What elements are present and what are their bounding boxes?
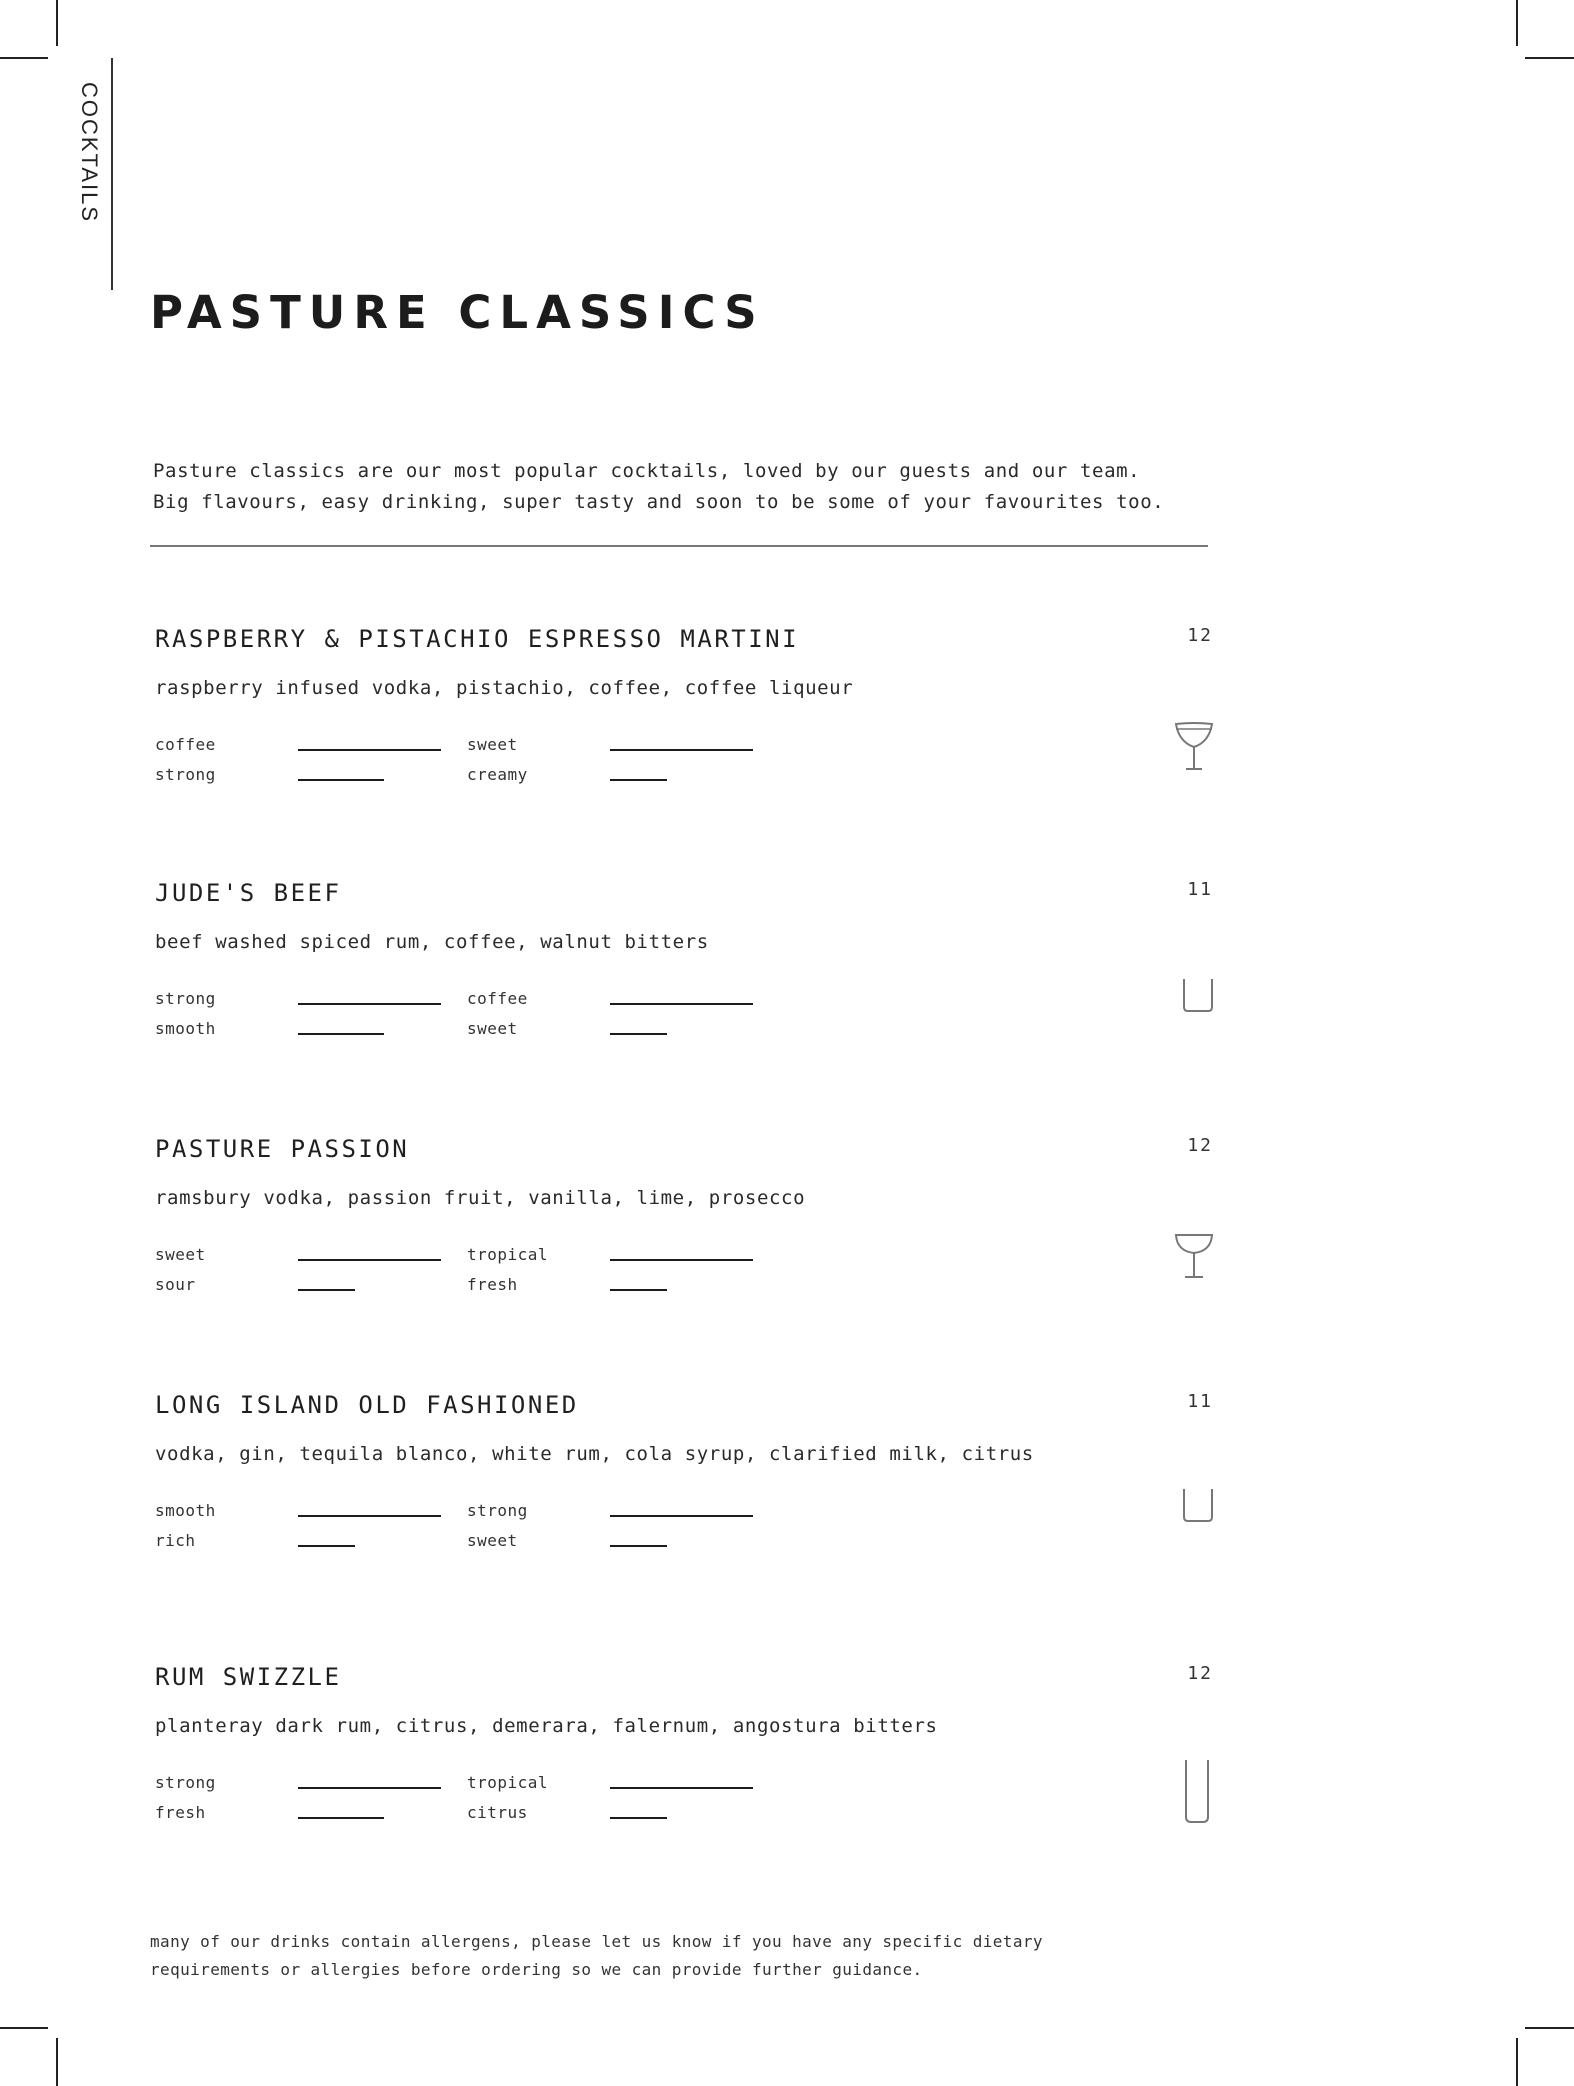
flavour-row [467,1275,807,1299]
cocktail-name: JUDE'S BEEF [155,879,342,907]
flavour-row [155,1773,495,1797]
flavour-bar [610,779,667,781]
cocktail-description: ramsbury vodka, passion fruit, vanilla, lime, prosecco [155,1187,806,1209]
flavour-row [155,1245,495,1269]
flavour-label: strong [155,1773,216,1792]
flavour-bar [298,1515,441,1517]
cocktail-name: RASPBERRY & PISTACHIO ESPRESSO MARTINI [155,625,800,653]
flavour-bar [610,1817,667,1819]
flavour-bar [298,1817,384,1819]
crop-mark-bottom-left-v [56,2038,58,2086]
flavour-bar [610,1289,667,1291]
cocktail-price: 12 [1187,1135,1213,1156]
cocktail-item [153,625,1213,825]
flavour-row [155,989,495,1013]
flavour-label: coffee [155,735,216,754]
crop-mark-top-left-v [56,0,58,46]
cocktail-price: 12 [1187,1663,1213,1684]
cocktail-description: beef washed spiced rum, coffee, walnut bitters [155,931,709,953]
cocktail-item [153,1391,1213,1591]
flavour-profile [155,1773,855,1843]
cocktail-name: PASTURE PASSION [155,1135,410,1163]
crop-mark-top-right-v [1516,0,1518,46]
rocks-glass-icon [1181,976,1215,1014]
page-title: PASTURE CLASSICS [150,286,765,339]
flavour-label: strong [155,989,216,1008]
flavour-bar [610,1033,667,1035]
flavour-row [155,1501,495,1525]
flavour-profile [155,989,855,1059]
flavour-bar [610,1545,667,1547]
flavour-bar [298,1003,441,1005]
flavour-row [155,735,495,759]
flavour-label: smooth [155,1501,216,1520]
cocktail-description: raspberry infused vodka, pistachio, coffee, coffee liqueur [155,677,854,699]
rocks-glass-icon [1181,1486,1215,1524]
flavour-bar [610,1515,753,1517]
footnote-line: requirements or allergies before ordering so we can provide further guidance. [150,1960,923,1979]
flavour-row [467,1245,807,1269]
flavour-bar [298,1545,355,1547]
flavour-row [467,1019,807,1043]
flavour-bar [298,1787,441,1789]
flavour-bar [610,1003,753,1005]
flavour-label: smooth [155,1019,216,1038]
flavour-profile [155,1245,855,1315]
flavour-row [467,735,807,759]
section-rule [111,58,113,290]
flavour-bar [610,1259,753,1261]
flavour-label: strong [155,765,216,784]
flavour-row [155,1531,495,1555]
cocktail-description: planteray dark rum, citrus, demerara, falernum, angostura bitters [155,1715,938,1737]
flavour-bar [610,1787,753,1789]
cocktail-description: vodka, gin, tequila blanco, white rum, cola syrup, clarified milk, citrus [155,1443,1034,1465]
intro-line: Big flavours, easy drinking, super tasty and soon to be some of your favourites too. [153,491,1165,513]
crop-mark-bottom-right-h [1525,2027,1574,2029]
flavour-label: sweet [155,1245,206,1264]
flavour-row [155,1275,495,1299]
flavour-row [155,1019,495,1043]
divider [150,545,1208,547]
flavour-label: tropical [467,1773,549,1792]
flavour-row [467,1773,807,1797]
flavour-label: sweet [467,735,518,754]
flavour-bar [298,779,384,781]
cocktail-name: LONG ISLAND OLD FASHIONED [155,1391,579,1419]
flavour-label: rich [155,1531,196,1550]
flavour-label: coffee [467,989,528,1008]
cocktail-price: 12 [1187,625,1213,646]
cocktail-name: RUM SWIZZLE [155,1663,342,1691]
crop-mark-bottom-right-v [1516,2038,1518,2086]
flavour-row [467,1531,807,1555]
highball-glass-icon [1183,1757,1211,1825]
martini-glass-icon [1173,720,1215,772]
section-tab: COCKTAILS [77,82,102,224]
intro-text [153,456,1213,518]
cocktail-item [153,879,1213,1079]
flavour-label: sweet [467,1531,518,1550]
flavour-label: tropical [467,1245,549,1264]
flavour-bar [610,749,753,751]
flavour-bar [298,1289,355,1291]
allergen-footnote [150,1928,1150,1984]
flavour-row [467,765,807,789]
flavour-bar [298,1259,441,1261]
flavour-bar [298,749,441,751]
crop-mark-top-left-h [0,57,48,59]
cocktail-price: 11 [1187,1391,1213,1412]
flavour-row [155,1803,495,1827]
crop-mark-top-right-h [1525,57,1574,59]
flavour-label: citrus [467,1803,528,1822]
flavour-row [467,1803,807,1827]
flavour-profile [155,1501,855,1571]
flavour-label: sour [155,1275,196,1294]
flavour-bar [298,1033,384,1035]
flavour-label: fresh [155,1803,206,1822]
coupe-glass-icon [1173,1231,1215,1281]
cocktail-price: 11 [1187,879,1213,900]
flavour-row [467,1501,807,1525]
flavour-label: fresh [467,1275,518,1294]
footnote-line: many of our drinks contain allergens, please let us know if you have any specific dietary [150,1932,1043,1951]
flavour-row [467,989,807,1013]
flavour-label: sweet [467,1019,518,1038]
flavour-profile [155,735,855,805]
cocktail-item [153,1135,1213,1335]
crop-mark-bottom-left-h [0,2027,48,2029]
flavour-label: creamy [467,765,528,784]
cocktail-item [153,1663,1213,1863]
flavour-row [155,765,495,789]
flavour-label: strong [467,1501,528,1520]
intro-line: Pasture classics are our most popular cocktails, loved by our guests and our team. [153,460,1141,482]
